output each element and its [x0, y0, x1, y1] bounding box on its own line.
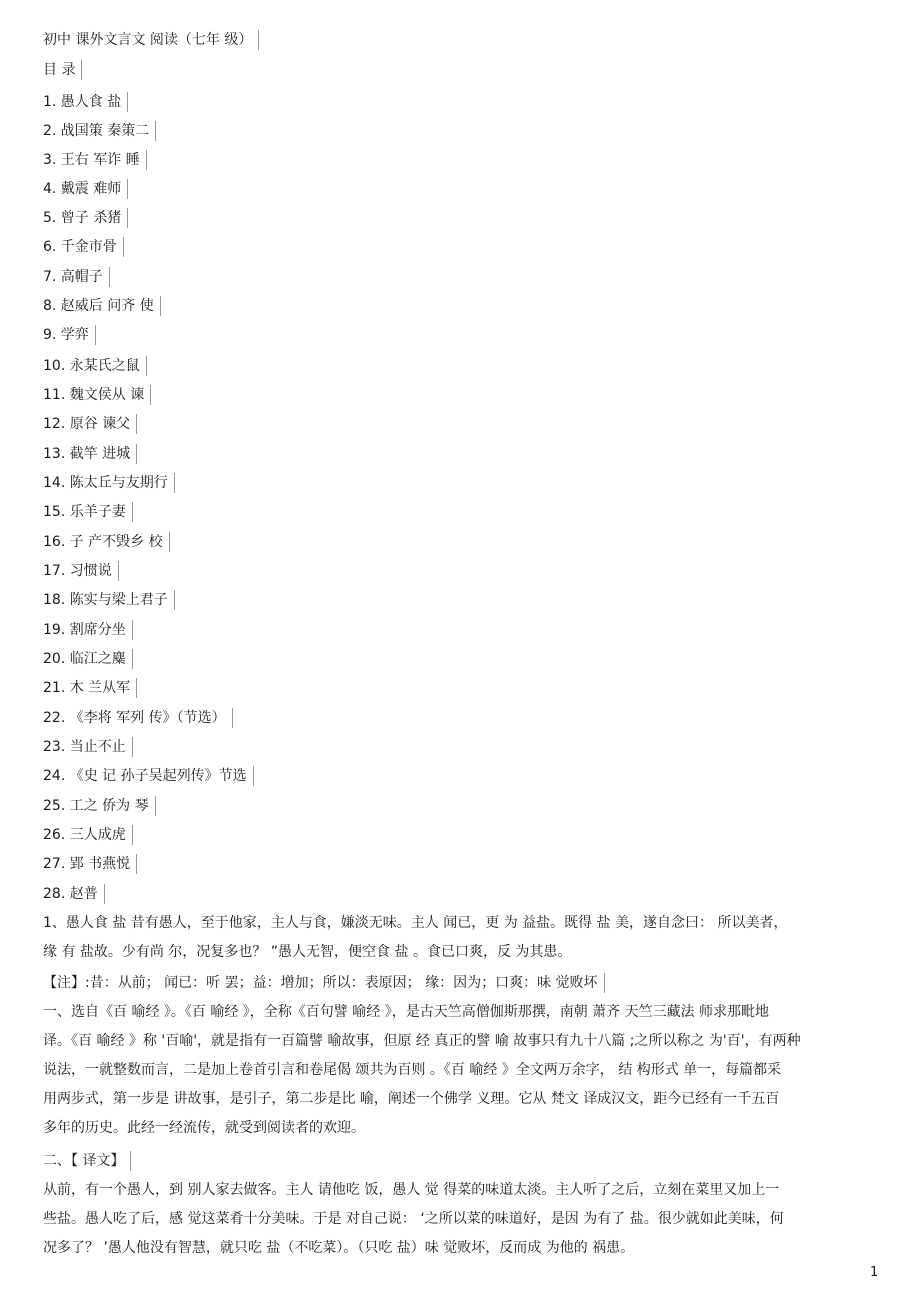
- text-line: 些盐。愚人吃了后，感 觉这菜肴十分美味。于是 对自己说： ‘之所以菜的味道好，是因 为有了 盐。很少就如此美味，何: [43, 1211, 784, 1227]
- story-1-text: [43, 913, 873, 971]
- text-line: 况多了？ ’愚人他没有智慧，就只吃 盐（不吃菜）。（只吃 盐）味 觉败坏，反而成 为他的 祸患。: [43, 1240, 635, 1256]
- toc-item: 7. 高帽子: [43, 267, 110, 287]
- source-explanation: [43, 1002, 873, 1147]
- toc-item: 10. 永某氏之鼠: [43, 356, 147, 376]
- toc-heading: 目 录: [43, 60, 82, 80]
- translation-heading: 二、【 译文】: [43, 1151, 131, 1171]
- toc-item: 26. 三人成虎: [43, 825, 133, 845]
- toc-item: 6. 千金市骨: [43, 237, 124, 257]
- page-number: 1: [870, 1265, 879, 1280]
- toc-item: 19. 割席分坐: [43, 620, 133, 640]
- toc-item: 18. 陈实与梁上君子: [43, 590, 175, 610]
- toc-item: 24. 《史 记 孙子吴起列传》节选: [43, 766, 254, 786]
- toc-item: 23. 当止不止: [43, 737, 133, 757]
- toc-item: 12. 原谷 谏父: [43, 414, 137, 434]
- toc-item: 17. 习惯说: [43, 561, 119, 581]
- toc-item: 8. 赵威后 问齐 使: [43, 296, 161, 316]
- toc-item: 22. 《李将 军列 传》（节选）: [43, 708, 233, 728]
- toc-item: 13. 截竿 进城: [43, 444, 137, 464]
- document-title: 初中 课外文言文 阅读（七年 级）: [43, 30, 259, 50]
- text-line: 用两步式，第一步是 讲故事，是引子，第二步是比 喻，阐述一个佛学 义理。它从 梵文 译成汉文，距今已经有一千五百: [43, 1091, 780, 1107]
- toc-item: 27. 郢 书燕悦: [43, 854, 137, 874]
- toc-item: 4. 戴震 难师: [43, 179, 128, 199]
- text-line: 缘 有 盐故。少有尚 尔，况复多也？ ”愚人无智，便空食 盐 。食已口爽，反 为其患。: [43, 944, 572, 960]
- toc-item: 3. 王右 军诈 睡: [43, 150, 147, 170]
- text-line: 说法，一就整数而言，二是加上卷首引言和卷尾偈 颂共为百则 。《百 喻经 》全文两万余字， 结 构形式 单一，每篇都采: [43, 1062, 782, 1078]
- toc-item: 1. 愚人食 盐: [43, 92, 128, 112]
- annotation-note: 【注】:昔：从前； 闻已：听 罢；益：增加；所以：表原因； 缘：因为；口爽：味 觉败坏: [43, 973, 605, 993]
- toc-item: 2. 战国策 秦策二: [43, 121, 156, 141]
- toc-item: 15. 乐羊子妻: [43, 502, 133, 522]
- toc-item: 9. 学弈: [43, 325, 96, 345]
- text-line: 从前，有一个愚人，到 别人家去做客。主人 请他吃 饭，愚人 觉 得菜的味道太淡。主人听了之后，立刻在菜里又加上一: [43, 1182, 780, 1198]
- text-line: 多年的历史。此经一经流传，就受到阅读者的欢迎。: [43, 1120, 365, 1136]
- toc-item: 25. 工之 侨为 琴: [43, 796, 156, 816]
- toc-item: 16. 子 产不毁乡 校: [43, 532, 170, 552]
- toc-item: 5. 曾子 杀猪: [43, 208, 128, 228]
- toc-item: 28. 赵普: [43, 884, 105, 904]
- toc-item: 20. 临江之麋: [43, 649, 133, 669]
- toc-item: 11. 魏文侯从 谏: [43, 385, 151, 405]
- toc-item: 14. 陈太丘与友期行: [43, 473, 175, 493]
- toc-item: 21. 木 兰从军: [43, 678, 137, 698]
- text-line: 译。《百 喻经 》称 '百喻'，就是指有一百篇譬 喻故事，但原 经 真正的譬 喻 故事只有九十八篇 ;之所以称之 为'百'，有两种: [43, 1033, 801, 1049]
- text-line: 1、愚人食 盐 昔有愚人，至于他家，主人与食，嫌淡无味。主人 闻已，更 为 益盐。既得 盐 美，遂自念曰： 所以美者，: [43, 915, 788, 931]
- text-line: 一、选自《百 喻经 》。《百 喻经 》，全称《百句譬 喻经 》，是古天竺高僧伽斯那撰，南朝 萧齐 天竺三藏法 师求那毗地: [43, 1004, 770, 1020]
- translation-text: [43, 1180, 873, 1267]
